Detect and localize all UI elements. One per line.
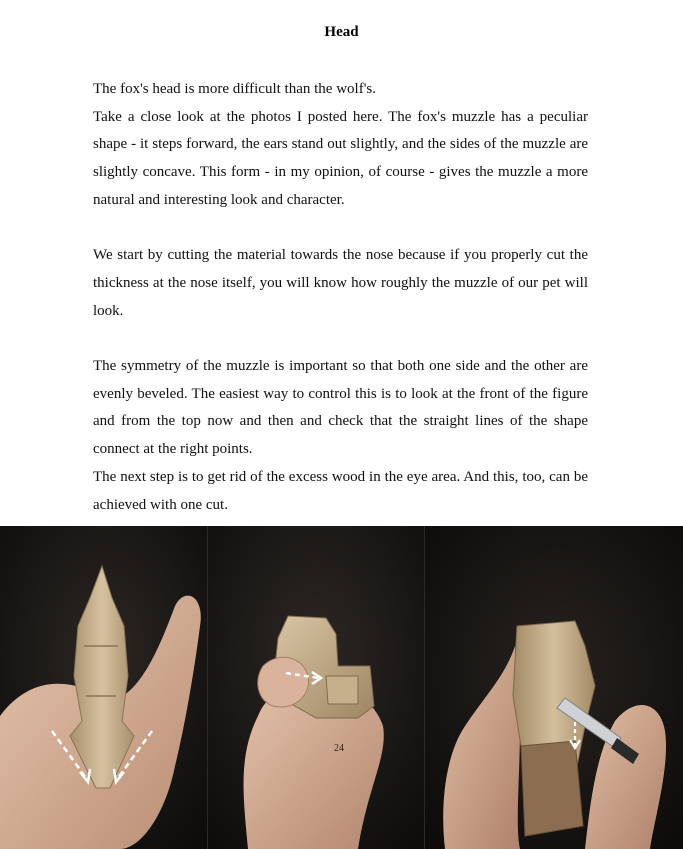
paragraph-gap — [93, 215, 588, 243]
body-text — [93, 76, 588, 519]
page-number: 24 — [334, 743, 344, 754]
side-view-illustration — [208, 526, 423, 849]
paragraph-cutting-nose: We start by cutting the material towards the nose because if you properly cut the thickness at the nose itself, you will know how roughly the muzzle of our pet will look. — [93, 247, 588, 319]
paragraph-symmetry: The symmetry of the muzzle is important so that both one side and the other are evenly beveled. The easiest way to control this is to look at the front of the figure and from the top now and then and check that the straight lines of the shape connect at the right points. — [93, 358, 588, 458]
photo-strip — [0, 526, 683, 849]
paragraph-muzzle-shape: Take a close look at the photos I posted here. The fox's muzzle has a peculiar shape - it steps forward, the ears stand out slightly, and the sides of the muzzle are slightly concave. This form - in my opinion, of course - gives the muzzle a more natural and interesting look and character. — [93, 108, 588, 208]
front-view-illustration — [0, 526, 207, 849]
photo-cutting-view — [424, 526, 683, 849]
paragraph-gap — [93, 325, 588, 353]
page-title: Head — [324, 24, 359, 40]
paragraph-eye-area: The next step is to get rid of the excess wood in the eye area. And this, too, can be achieved with one cut. — [93, 468, 588, 513]
photo-front-view — [0, 526, 207, 849]
paragraph-intro: The fox's head is more difficult than the wolf's. — [93, 81, 376, 97]
photo-side-view — [207, 526, 423, 849]
cutting-view-illustration — [425, 526, 683, 849]
